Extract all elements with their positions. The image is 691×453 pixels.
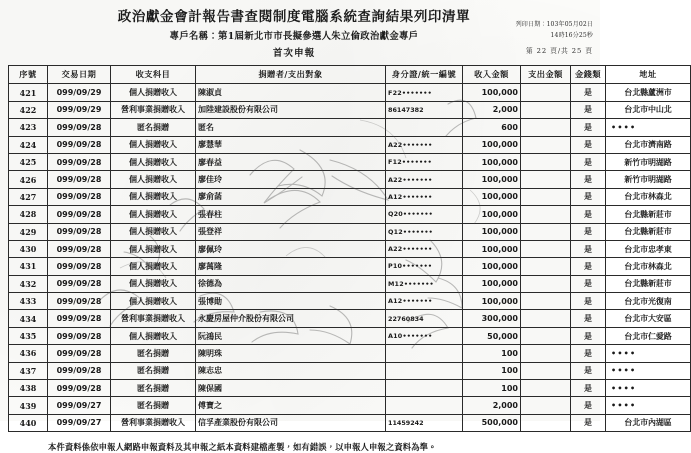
cell-account: 個人捐贈收入 bbox=[111, 327, 196, 344]
column-header-cash: 金錢類 bbox=[571, 65, 606, 84]
cell-seq: 440 bbox=[9, 414, 48, 431]
cell-donor: 廖萬隆 bbox=[196, 258, 386, 275]
column-header-address: 地址 bbox=[606, 65, 691, 84]
cell-account: 匿名捐贈 bbox=[111, 362, 196, 379]
cell-account: 個人捐贈收入 bbox=[111, 240, 196, 257]
cell-seq: 423 bbox=[9, 119, 48, 136]
cell-income: 2,000 bbox=[463, 397, 521, 414]
address-masked: •••• bbox=[611, 348, 637, 358]
cell-cash: 是 bbox=[571, 397, 606, 414]
cell-income: 300,000 bbox=[463, 310, 521, 327]
print-meta bbox=[516, 19, 593, 57]
cell-expense bbox=[521, 240, 571, 257]
table-row bbox=[9, 380, 691, 397]
account-name-subtitle: 專戶名稱：第1屆新北市市長擬參選人朱立倫政治獻金專戶 bbox=[169, 30, 419, 42]
cell-account: 匿名捐贈 bbox=[111, 119, 196, 136]
cell-id bbox=[386, 345, 463, 362]
cell-income: 2,000 bbox=[463, 101, 521, 118]
cell-seq: 439 bbox=[9, 397, 48, 414]
cell-seq: 427 bbox=[9, 188, 48, 205]
cell-account: 營利事業捐贈收入 bbox=[111, 414, 196, 431]
cell-address bbox=[606, 397, 691, 414]
cell-address: 台北市濟南路 bbox=[606, 136, 691, 153]
cell-expense bbox=[521, 136, 571, 153]
cell-id: F12••••••• bbox=[386, 153, 463, 170]
cell-cash: 是 bbox=[571, 258, 606, 275]
cell-id bbox=[386, 397, 463, 414]
cell-income: 100 bbox=[463, 345, 521, 362]
address-masked: •••• bbox=[611, 401, 637, 411]
cell-cash: 是 bbox=[571, 380, 606, 397]
cell-date: 099/09/27 bbox=[48, 397, 111, 414]
cell-cash: 是 bbox=[571, 293, 606, 310]
cell-income: 100,000 bbox=[463, 188, 521, 205]
cell-expense bbox=[521, 223, 571, 240]
cell-cash: 是 bbox=[571, 153, 606, 170]
cell-date: 099/09/28 bbox=[48, 258, 111, 275]
cell-address bbox=[606, 345, 691, 362]
cell-cash: 是 bbox=[571, 414, 606, 431]
cell-id: 22760834 bbox=[386, 310, 463, 327]
table-row bbox=[9, 136, 691, 153]
cell-account: 匿名捐贈 bbox=[111, 345, 196, 362]
cell-expense bbox=[521, 171, 571, 188]
cell-seq: 422 bbox=[9, 101, 48, 118]
cell-donor: 張博勛 bbox=[196, 293, 386, 310]
cell-account: 個人捐贈收入 bbox=[111, 153, 196, 170]
cell-date: 099/09/28 bbox=[48, 275, 111, 292]
table-row bbox=[9, 240, 691, 257]
cell-cash: 是 bbox=[571, 223, 606, 240]
cell-date: 099/09/28 bbox=[48, 223, 111, 240]
cell-address: 台北縣新莊市 bbox=[606, 206, 691, 223]
cell-cash: 是 bbox=[571, 362, 606, 379]
cell-address: 新竹市明湖路 bbox=[606, 153, 691, 170]
cell-address: 台北市忠孝東 bbox=[606, 240, 691, 257]
cell-account: 營利事業捐贈收入 bbox=[111, 310, 196, 327]
cell-seq: 436 bbox=[9, 345, 48, 362]
cell-address: 台北縣蘆洲市 bbox=[606, 84, 691, 101]
cell-expense bbox=[521, 119, 571, 136]
cell-expense bbox=[521, 188, 571, 205]
table-row bbox=[9, 275, 691, 292]
cell-seq: 421 bbox=[9, 84, 48, 101]
cell-income: 50,000 bbox=[463, 327, 521, 344]
cell-donor: 永慶房屋仲介股份有限公司 bbox=[196, 310, 386, 327]
cell-cash: 是 bbox=[571, 84, 606, 101]
cell-id bbox=[386, 380, 463, 397]
cell-id: F22••••••• bbox=[386, 84, 463, 101]
cell-account: 個人捐贈收入 bbox=[111, 188, 196, 205]
cell-date: 099/09/27 bbox=[48, 414, 111, 431]
cell-donor: 陳淑貞 bbox=[196, 84, 386, 101]
table-row bbox=[9, 101, 691, 118]
cell-seq: 431 bbox=[9, 258, 48, 275]
cell-date: 099/09/28 bbox=[48, 206, 111, 223]
cell-donor: 陳明珠 bbox=[196, 345, 386, 362]
table-row bbox=[9, 310, 691, 327]
table-row bbox=[9, 327, 691, 344]
cell-income: 100 bbox=[463, 380, 521, 397]
cell-expense bbox=[521, 414, 571, 431]
cell-seq: 424 bbox=[9, 136, 48, 153]
cell-income: 100,000 bbox=[463, 171, 521, 188]
ledger-table-wrap bbox=[8, 65, 672, 432]
cell-seq: 429 bbox=[9, 223, 48, 240]
cell-account: 個人捐贈收入 bbox=[111, 223, 196, 240]
cell-id: A22••••••• bbox=[386, 171, 463, 188]
cell-income: 100,000 bbox=[463, 206, 521, 223]
table-row bbox=[9, 153, 691, 170]
cell-seq: 435 bbox=[9, 327, 48, 344]
cell-seq: 434 bbox=[9, 310, 48, 327]
cell-seq: 438 bbox=[9, 380, 48, 397]
cell-address bbox=[606, 119, 691, 136]
table-row bbox=[9, 223, 691, 240]
cell-date: 099/09/28 bbox=[48, 327, 111, 344]
cell-expense bbox=[521, 258, 571, 275]
cell-date: 099/09/28 bbox=[48, 171, 111, 188]
cell-income: 100,000 bbox=[463, 153, 521, 170]
cell-account: 個人捐贈收入 bbox=[111, 84, 196, 101]
cell-donor: 陳志忠 bbox=[196, 362, 386, 379]
print-time: 14時16分25秒 bbox=[550, 32, 593, 40]
cell-date: 099/09/28 bbox=[48, 119, 111, 136]
cell-cash: 是 bbox=[571, 136, 606, 153]
cell-address: 台北市林森北 bbox=[606, 188, 691, 205]
cell-address: 台北市大安區 bbox=[606, 310, 691, 327]
cell-address: 台北縣新莊市 bbox=[606, 275, 691, 292]
column-header-account: 收支科目 bbox=[111, 65, 196, 84]
cell-id: M12••••••• bbox=[386, 275, 463, 292]
cell-expense bbox=[521, 310, 571, 327]
cell-donor: 傅寶之 bbox=[196, 397, 386, 414]
cell-income: 600 bbox=[463, 119, 521, 136]
cell-account: 匿名捐贈 bbox=[111, 397, 196, 414]
cell-date: 099/09/29 bbox=[48, 101, 111, 118]
cell-donor: 匿名 bbox=[196, 119, 386, 136]
cell-donor: 陳保國 bbox=[196, 380, 386, 397]
column-header-id: 身分證/統一編號 bbox=[386, 65, 463, 84]
cell-income: 100,000 bbox=[463, 258, 521, 275]
cell-income: 100 bbox=[463, 362, 521, 379]
footer-note: 本件資料係依申報人網路申報資料及其申報之紙本資料建檔產製，如有錯誤，以申報人申報之資料為準。 bbox=[48, 442, 437, 453]
table-header-row bbox=[9, 65, 691, 84]
cell-expense bbox=[521, 275, 571, 292]
cell-seq: 432 bbox=[9, 275, 48, 292]
cell-cash: 是 bbox=[571, 240, 606, 257]
address-masked: •••• bbox=[611, 366, 637, 376]
cell-account: 個人捐贈收入 bbox=[111, 136, 196, 153]
cell-account: 個人捐贈收入 bbox=[111, 258, 196, 275]
document-title: 政治獻金會計報告書查閱制度電腦系統查詢結果列印清單 bbox=[117, 9, 471, 25]
cell-id: A22••••••• bbox=[386, 240, 463, 257]
column-header-seq: 序號 bbox=[9, 65, 48, 84]
cell-id bbox=[386, 119, 463, 136]
cell-date: 099/09/28 bbox=[48, 310, 111, 327]
table-row bbox=[9, 119, 691, 136]
cell-donor: 廖慧華 bbox=[196, 136, 386, 153]
cell-date: 099/09/28 bbox=[48, 380, 111, 397]
table-row bbox=[9, 345, 691, 362]
cell-cash: 是 bbox=[571, 188, 606, 205]
cell-donor: 廖佩玲 bbox=[196, 240, 386, 257]
title-block bbox=[68, 9, 520, 59]
cell-account: 個人捐贈收入 bbox=[111, 171, 196, 188]
cell-cash: 是 bbox=[571, 275, 606, 292]
cell-date: 099/09/28 bbox=[48, 153, 111, 170]
table-row bbox=[9, 188, 691, 205]
cell-date: 099/09/28 bbox=[48, 188, 111, 205]
cell-income: 100,000 bbox=[463, 275, 521, 292]
cell-date: 099/09/28 bbox=[48, 362, 111, 379]
cell-address: 台北市仁愛路 bbox=[606, 327, 691, 344]
cell-id: A10••••••• bbox=[386, 327, 463, 344]
cell-address: 新竹市明湖路 bbox=[606, 171, 691, 188]
cell-account: 個人捐贈收入 bbox=[111, 275, 196, 292]
cell-cash: 是 bbox=[571, 119, 606, 136]
table-body bbox=[9, 84, 691, 432]
cell-expense bbox=[521, 206, 571, 223]
cell-income: 100,000 bbox=[463, 240, 521, 257]
cell-donor: 信孚產業股份有限公司 bbox=[196, 414, 386, 431]
cell-id: A12••••••• bbox=[386, 188, 463, 205]
table-row bbox=[9, 206, 691, 223]
cell-income: 500,000 bbox=[463, 414, 521, 431]
cell-address: 台北市林森北 bbox=[606, 258, 691, 275]
table-row bbox=[9, 293, 691, 310]
cell-address bbox=[606, 362, 691, 379]
column-header-donor: 捐贈者/支出對象 bbox=[196, 65, 386, 84]
table-row bbox=[9, 171, 691, 188]
cell-id bbox=[386, 362, 463, 379]
cell-address: 台北市光復南 bbox=[606, 293, 691, 310]
column-header-expense: 支出金額 bbox=[521, 65, 571, 84]
cell-expense bbox=[521, 153, 571, 170]
cell-donor: 徐德為 bbox=[196, 275, 386, 292]
cell-id: A22••••••• bbox=[386, 136, 463, 153]
cell-address: 台北市中山北 bbox=[606, 101, 691, 118]
cell-donor: 加陸建設股份有限公司 bbox=[196, 101, 386, 118]
column-header-income: 收入金額 bbox=[463, 65, 521, 84]
cell-expense bbox=[521, 362, 571, 379]
cell-donor: 廖佳玲 bbox=[196, 171, 386, 188]
table-row bbox=[9, 258, 691, 275]
cell-expense bbox=[521, 84, 571, 101]
address-masked: •••• bbox=[611, 122, 637, 132]
cell-seq: 437 bbox=[9, 362, 48, 379]
table-header bbox=[9, 65, 691, 84]
cell-cash: 是 bbox=[571, 310, 606, 327]
cell-expense bbox=[521, 345, 571, 362]
document-header bbox=[0, 0, 600, 61]
declaration-section-label: 首次申報 bbox=[272, 47, 316, 59]
cell-cash: 是 bbox=[571, 327, 606, 344]
cell-income: 100,000 bbox=[463, 293, 521, 310]
cell-id: 11459242 bbox=[386, 414, 463, 431]
page-number: 第 22 頁/共 25 頁 bbox=[525, 46, 593, 55]
cell-expense bbox=[521, 397, 571, 414]
cell-account: 匿名捐贈 bbox=[111, 380, 196, 397]
cell-address: 台北縣新莊市 bbox=[606, 223, 691, 240]
cell-id: 86147382 bbox=[386, 101, 463, 118]
cell-donor: 廖春益 bbox=[196, 153, 386, 170]
cell-date: 099/09/28 bbox=[48, 240, 111, 257]
cell-expense bbox=[521, 101, 571, 118]
cell-account: 個人捐贈收入 bbox=[111, 293, 196, 310]
cell-seq: 430 bbox=[9, 240, 48, 257]
cell-address: 台北市內湖區 bbox=[606, 414, 691, 431]
cell-expense bbox=[521, 380, 571, 397]
address-masked: •••• bbox=[611, 383, 637, 393]
cell-expense bbox=[521, 327, 571, 344]
cell-address bbox=[606, 380, 691, 397]
cell-id: Q20••••••• bbox=[386, 206, 463, 223]
cell-seq: 425 bbox=[9, 153, 48, 170]
cell-donor: 張春柱 bbox=[196, 206, 386, 223]
cell-id: Q12••••••• bbox=[386, 223, 463, 240]
print-date: 列印日期：103年05月02日 bbox=[515, 21, 593, 28]
cell-cash: 是 bbox=[571, 206, 606, 223]
cell-cash: 是 bbox=[571, 101, 606, 118]
column-header-date: 交易日期 bbox=[48, 65, 111, 84]
cell-donor: 廖俞菡 bbox=[196, 188, 386, 205]
cell-seq: 433 bbox=[9, 293, 48, 310]
cell-cash: 是 bbox=[571, 171, 606, 188]
cell-account: 個人捐贈收入 bbox=[111, 206, 196, 223]
cell-seq: 428 bbox=[9, 206, 48, 223]
cell-date: 099/09/28 bbox=[48, 345, 111, 362]
cell-date: 099/09/28 bbox=[48, 136, 111, 153]
cell-id: P10••••••• bbox=[386, 258, 463, 275]
cell-seq: 426 bbox=[9, 171, 48, 188]
cell-income: 100,000 bbox=[463, 84, 521, 101]
cell-cash: 是 bbox=[571, 345, 606, 362]
table-row bbox=[9, 414, 691, 431]
cell-income: 100,000 bbox=[463, 223, 521, 240]
cell-donor: 阮鴻民 bbox=[196, 327, 386, 344]
cell-date: 099/09/29 bbox=[48, 84, 111, 101]
cell-date: 099/09/28 bbox=[48, 293, 111, 310]
cell-donor: 張登祥 bbox=[196, 223, 386, 240]
ledger-table bbox=[8, 65, 691, 432]
cell-account: 營利事業捐贈收入 bbox=[111, 101, 196, 118]
cell-id: A12••••••• bbox=[386, 293, 463, 310]
table-row bbox=[9, 84, 691, 101]
cell-income: 100,000 bbox=[463, 136, 521, 153]
table-row bbox=[9, 362, 691, 379]
cell-expense bbox=[521, 293, 571, 310]
table-row bbox=[9, 397, 691, 414]
